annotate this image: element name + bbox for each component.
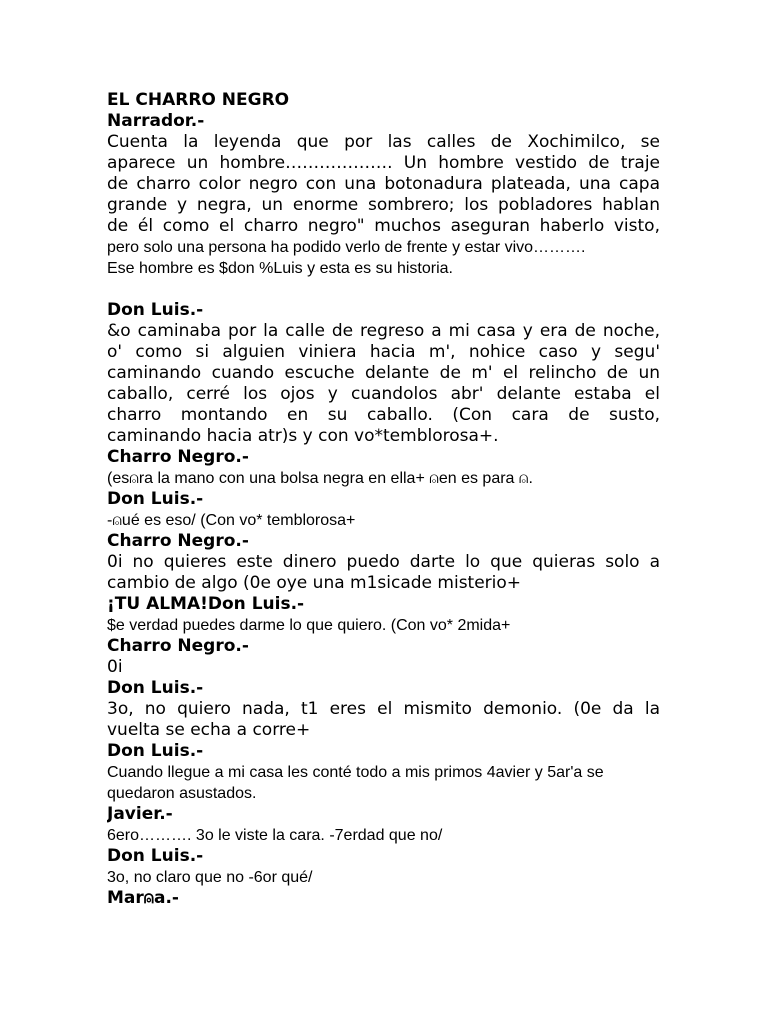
speaker-label: Narrador.- <box>107 111 205 131</box>
speaker-label: Don Luis.- <box>107 489 204 509</box>
dialogue-line: charro montando en su caballo. (Con cara de susto, <box>107 405 660 425</box>
narration-line: de él como el charro negro" muchos aseguran haberlo visto, <box>107 216 660 236</box>
dialogue-line: caminando hacia atr)s y con vo*temblorosa+. <box>107 426 499 446</box>
narration-line: Ese hombre es $don %Luis y esta es su historia. <box>107 260 453 277</box>
dialogue-line: vuelta se echa a corre+ <box>107 720 311 740</box>
dialogue-line: quedaron asustados. <box>107 785 257 802</box>
dialogue-line: &o caminaba por la calle de regreso a mi casa y era de noche, <box>107 321 660 341</box>
narration-line: grande y negra, un enorme sombrero; los pobladores hablan <box>107 195 660 215</box>
dialogue-line: 3o, no quiero nada, t1 eres el mismito demonio. (0e da la <box>107 699 660 719</box>
dialogue-line: o' como si alguien viniera hacia m', nohice caso y segu' <box>107 342 660 362</box>
speaker-label: Don Luis.- <box>107 741 204 761</box>
dialogue-line: 0i no quieres este dinero puedo darte lo que quieras solo a <box>107 552 660 572</box>
narration-line: aparece un hombre………………. Un hombre vestido de traje <box>107 153 660 173</box>
speaker-label: Charro Negro.- <box>107 636 249 656</box>
document-body <box>107 90 660 909</box>
dialogue-line: $e verdad puedes darme lo que quiero. (Con vo* 2mida+ <box>107 617 511 634</box>
speaker-label: Charro Negro.- <box>107 447 249 467</box>
speaker-label: ¡TU ALMA!Don Luis.- <box>107 594 305 614</box>
speaker-label: Don Luis.- <box>107 300 204 320</box>
speaker-label: Javier.- <box>107 804 173 824</box>
dialogue-line: (es⍝ra la mano con una bolsa negra en ella+ ⍝en es para ⍝. <box>107 470 533 487</box>
dialogue-line: -⍝ué es eso/ (Con vo* temblorosa+ <box>107 512 356 529</box>
speaker-label: Charro Negro.- <box>107 531 249 551</box>
dialogue-line: 6ero………. 3o le viste la cara. -7erdad que no/ <box>107 827 443 844</box>
title: EL CHARRO NEGRO <box>107 90 290 110</box>
dialogue-line: cambio de algo (0e oye una m1sicade misterio+ <box>107 573 522 593</box>
speaker-label: Don Luis.- <box>107 846 204 866</box>
dialogue-line: caballo, cerré los ojos y cuandolos abr' delante estaba el <box>107 384 660 404</box>
dialogue-line: 0i <box>107 657 123 677</box>
dialogue-line: caminando cuando escuche delante de m' el relincho de un <box>107 363 660 383</box>
narration-line: Cuenta la leyenda que por las calles de Xochimilco, se <box>107 132 660 152</box>
blank-line <box>107 279 660 300</box>
dialogue-line: Cuando llegue a mi casa les conté todo a mis primos 4avier y 5ar'a se <box>107 764 604 781</box>
dialogue-line: 3o, no claro que no -6or qué/ <box>107 869 313 886</box>
speaker-label: Don Luis.- <box>107 678 204 698</box>
speaker-label: Mar⍝a.- <box>107 888 179 908</box>
narration-line: pero solo una persona ha podido verlo de frente y estar vivo………. <box>107 239 586 256</box>
narration-line: de charro color negro con una botonadura plateada, una capa <box>107 174 660 194</box>
